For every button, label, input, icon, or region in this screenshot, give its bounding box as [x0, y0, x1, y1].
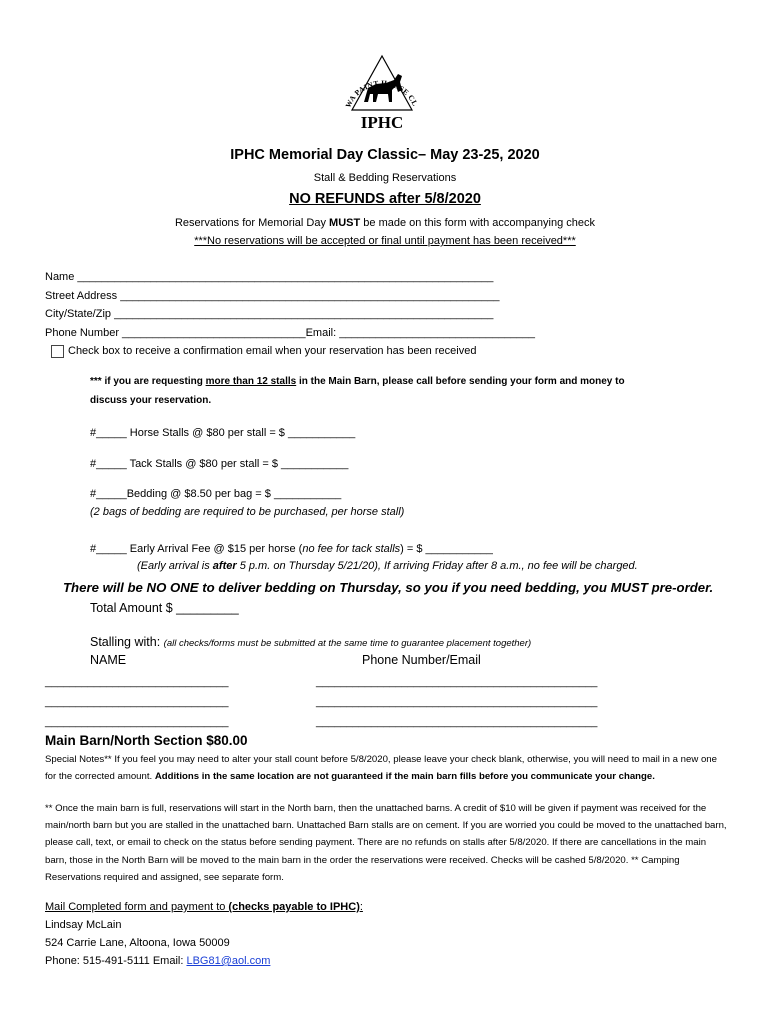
col-phone-header: Phone Number/Email	[362, 653, 481, 667]
stalling-phone-1[interactable]: ______________________________________________	[316, 676, 598, 688]
club-logo	[342, 50, 422, 132]
logo-arc-text: WA PAINT HORSE CL	[343, 78, 420, 110]
horse-stalls-line[interactable]: #_____ Horse Stalls @ $80 per stall = $ ___________	[90, 427, 356, 439]
reservation-requirement: Reservations for Memorial Day MUST be made on this form with accompanying check	[174, 217, 595, 229]
total-amount-field[interactable]: Total Amount $ _________	[90, 601, 239, 615]
col-name-header: NAME	[90, 653, 127, 667]
large-request-notice-line2: discuss your reservation.	[90, 395, 212, 406]
phone-email-field[interactable]: Phone Number ______________________________Email: ________________________________	[45, 327, 535, 339]
horse-logo-icon	[342, 50, 422, 132]
special-notes: Special Notes** If you feel you may need to alter your stall count before 5/8/2020, please leave your check blank, otherwise, you will need to mail in a new one for the corrected amount. Additions in the same location are not guaranteed if the main barn fills before you communicate your change.	[45, 754, 717, 783]
confirmation-checkbox-label: Check box to receive a confirmation email when your reservation has been received	[68, 345, 477, 357]
city-state-zip-field[interactable]: City/State/Zip ______________________________________________________________	[45, 308, 494, 320]
payment-notice: ***No reservations will be accepted or final until payment has been received***	[194, 235, 576, 247]
mail-to-name: Lindsay McLain	[45, 919, 122, 931]
mail-to-heading: Mail Completed form and payment to (checks payable to IPHC):	[45, 901, 363, 913]
stalling-with: Stalling with: (all checks/forms must be submitted at the same time to guarantee placement together)	[90, 635, 532, 649]
mail-to-contact: Phone: 515-491-5111 Email: LBG81@aol.com	[45, 955, 271, 967]
main-barn-heading: Main Barn/North Section $80.00	[45, 733, 248, 748]
name-field[interactable]: Name ____________________________________________________________________	[45, 271, 494, 283]
email-link[interactable]: LBG81@aol.com	[186, 955, 271, 967]
page-title: IPHC Memorial Day Classic– May 23-25, 2020	[230, 147, 540, 163]
logo-initials: IPHC	[360, 113, 404, 132]
tack-stalls-line[interactable]: #_____ Tack Stalls @ $80 per stall = $ ___________	[90, 458, 349, 470]
street-address-field[interactable]: Street Address ______________________________________________________________	[45, 290, 500, 302]
early-arrival-line[interactable]: #_____ Early Arrival Fee @ $15 per horse (no fee for tack stalls) = $ ___________	[90, 543, 493, 555]
stalling-phone-3[interactable]: ______________________________________________	[316, 716, 598, 728]
stalling-name-2[interactable]: ______________________________	[45, 696, 229, 708]
stalling-phone-2[interactable]: ______________________________________________	[316, 696, 598, 708]
stalling-name-1[interactable]: ______________________________	[45, 676, 229, 688]
bedding-line[interactable]: #_____Bedding @ $8.50 per bag = $ ___________	[90, 488, 342, 500]
page-subtitle: Stall & Bedding Reservations	[313, 172, 457, 184]
stalling-name-3[interactable]: ______________________________	[45, 716, 229, 728]
bedding-note: (2 bags of bedding are required to be purchased, per horse stall)	[90, 506, 405, 518]
large-request-notice: *** if you are requesting more than 12 stalls in the Main Barn, please call before sending your form and money to	[90, 376, 625, 387]
early-arrival-note: (Early arrival is after 5 p.m. on Thursday 5/21/20), If arriving Friday after 8 a.m., no fee will be charged.	[137, 560, 638, 572]
refund-notice: NO REFUNDS after 5/8/2020	[289, 191, 481, 207]
delivery-notice: There will be NO ONE to deliver bedding on Thursday, so you if you need bedding, you MUST pre-order.	[63, 580, 714, 595]
confirmation-checkbox[interactable]	[51, 345, 64, 358]
mail-to-address: 524 Carrie Lane, Altoona, Iowa 50009	[45, 937, 230, 949]
north-barn-notes: ** Once the main barn is full, reservations will start in the North barn, then the unattached barns. A credit of $10 will be given if payment was received for the main/north barn but you are stalled in the unattached barn. Unattached Barn stalls are on cement. If you are worried you could be moved to the unattached barn, please call, text, or email to check on the status before sending payment. There are no refunds on stalls after 5/8/2020. If there are cancellations in the main barn, those in the North Barn will be moved to the main barn in the order the reservations were received. Checks will be cashed 5/8/2020. ** Camping Reservations required and assigned, see separate form.	[45, 803, 727, 883]
